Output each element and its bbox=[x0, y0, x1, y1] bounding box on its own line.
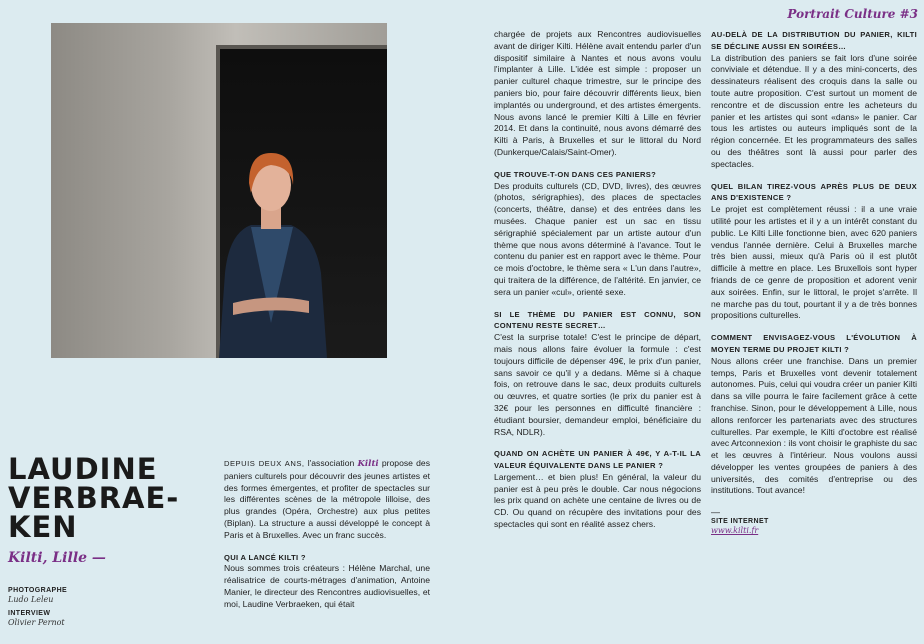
question-heading: AU-DELÀ DE LA DISTRIBUTION DU PANIER, KILTI SE DÉCLINE AUSSI EN SOIRÉES… bbox=[711, 30, 917, 51]
question-heading: COMMENT ENVISAGEZ-VOUS L'ÉVOLUTION À MOYEN TERME DU PROJET KILTI ? bbox=[711, 333, 917, 354]
question-heading: QUEL BILAN TIREZ-VOUS APRÈS PLUS DE DEUX ANS D'EXISTENCE ? bbox=[711, 181, 917, 203]
answer-paragraph: La distribution des paniers se fait lors d'une soirée conviviale et détendue. Il y a des mini-concerts, des dessinateurs réalisent des croquis dans la salle ou toute autre proposition. C'est surtout un moment de rencontre et de discussion entre les acheteurs du panier et les artistes qui sont «dans» le panier. Car tous les artistes ou auteurs impliqués sont de la région concernée. Et les programmateurs des salles ou des théâtres sont là aussi pour parler des spectacles. bbox=[711, 52, 917, 169]
article-subtitle: Kilti, Lille — bbox=[8, 550, 106, 566]
title-line: LAUDINE bbox=[8, 452, 158, 486]
portrait-photo bbox=[51, 23, 387, 358]
answer-paragraph: Nous sommes trois créateurs : Hélène Marchal, une réalisatrice de courts-métrages d'animation, Antoine Manier, le directeur des Rencontres audiovisuelles, et moi, Laudine Verbraeken, qui était bbox=[224, 563, 430, 609]
interview-credit-label: INTERVIEW bbox=[8, 610, 51, 617]
answer-paragraph: Largement… et bien plus! En général, la valeur du panier est à peu près le double. Car nous négocions les prix quand on achète une centaine de livres ou de CD. Ou quand on récupère des invitations pour des spectacles qui sont en réalité assez chers. bbox=[494, 471, 701, 530]
answer-paragraph: Nous allons créer une franchise. Dans un premier temps, Paris et Bruxelles vont devenir totalement autonomes. Puis, celui qui voudra créer un panier Kilti dans sa ville pourra le faire facilement grâce à cette franchise. Sinon, pour le développement à Lille, nous allons renforcer les partenariats avec des structures culturelles. Par exemple, le Kilti d'octobre est réalisé avec Artconnexion : ils vont choisir le graphiste du sac et les œuvres à l'intérieur. Nous voulons aussi développer les ventes groupées de paniers à des universités, des comités d'entreprise ou des institutions. Tout avance! bbox=[711, 355, 917, 496]
question-heading: QUAND ON ACHÈTE UN PANIER À 49€, Y A-T-IL LA VALEUR ÉQUIVALENTE DANS LE PANIER ? bbox=[494, 449, 701, 471]
text-column-2 bbox=[494, 29, 701, 531]
answer-paragraph: Des produits culturels (CD, DVD, livres), des œuvres (photos, sérigraphies), des places de spectacles (concerts, théâtre, danse) et des entrées dans les musées. Chaque panier est un sac en tissu sérigraphié spécialement par un artiste autour d'un thème que nous avons déterminé à l'avance. Tout le contenu du panier est en rapport avec le thème. Pour ce mois d'octobre, le thème sera « L'un dans l'autre», qui traitera de la différence, de l'altérité. En janvier, ce sera un panier «cul», orienté sexe. bbox=[494, 180, 701, 297]
website-link[interactable]: www.kilti.fr bbox=[711, 526, 759, 536]
section-tag: Portrait Culture #3 bbox=[787, 7, 918, 21]
text-column-1 bbox=[224, 458, 430, 611]
website-label: SITE INTERNET bbox=[711, 518, 769, 526]
end-dash: — bbox=[711, 507, 720, 518]
photo-credit-name: Ludo Leleu bbox=[8, 595, 54, 604]
question-heading: QUE TROUVE-T-ON DANS CES PANIERS? bbox=[494, 169, 657, 179]
intro-paragraph: DEPUIS DEUX ANS, l'association Kilti propose des paniers culturels pour découvrir des jeunes artistes et des formes émergentes, et profiter de spectacles sur les différentes scènes de la métropole lilloise, des plus grandes (Opéra, Orchestre) aux plus petites (Biplan). La structure a aussi développé le concept à Paris et à Bruxelles. Avec un franc succès. bbox=[224, 458, 430, 540]
question-heading: QUI A LANCÉ KILTI ? bbox=[224, 552, 306, 562]
title-line: VERBRAE- bbox=[8, 481, 180, 515]
answer-paragraph: chargée de projets aux Rencontres audiovisuelles avant de diriger Kilti. Hélène avait entendu parler d'un dispositif similaire à Nantes et nous avons voulu l'implanter à Lille. L'idée est simple : proposer un panier culturel chaque trimestre, sur le principe des paniers bio, pour faire découvrir différents lieux, bien implantés ou underground, et des artistes émergents. Nous avons lancé le premier Kilti à Lille en février 2014. Et dans la continuité, nous avons démarré des Kilti à Paris, à Bruxelles et sur le littoral du Nord (Dunkerque/Calais/Saint-Omer). bbox=[494, 29, 701, 157]
portrait-figure bbox=[211, 123, 331, 358]
interview-credit-name: Olivier Pernot bbox=[8, 618, 65, 627]
answer-paragraph: Le projet est complètement réussi : il a une vraie utilité pour les artistes et il y a un intérêt constant du public. Le Kilti Lille fonctionne bien, avec 620 paniers vendus l'année dernière. Celui à Bruxelles marche très bien aussi, mieux qu'à Paris où il est plutôt difficile à mettre en place. Les Bruxellois sont hyper friands de ce genre de proposition et adorent venir aux soirées. Enfin, sur le littoral, le projet s'arrête. Il ne marche pas du tout, pourtant il y a de très bonnes propositions culturelles. bbox=[711, 204, 917, 321]
answer-paragraph: C'est la surprise totale! C'est le principe de départ, mais nous allons faire évoluer la formule : c'est toujours difficile de dépenser 49€, le prix d'un panier, sans savoir ce qu'il y a dedans. Même si à chaque fois, on retrouve dans le sac, deux produits culturels ou œuvres, et quatre sorties (le prix du panier est à 32€ pour les personnes en difficulté financière : étudiant boursier, demandeur emploi, bénéficiaire du RSA, NDLR). bbox=[494, 332, 701, 437]
title-line: KEN bbox=[8, 510, 78, 544]
kilti-logo: Kilti bbox=[357, 459, 379, 469]
credits bbox=[8, 586, 67, 627]
article-title bbox=[8, 452, 180, 544]
text-column-3 bbox=[711, 29, 917, 536]
question-heading: SI LE THÈME DU PANIER EST CONNU, SON CONTENU RESTE SECRET… bbox=[494, 309, 701, 331]
photo-credit-label: PHOTOGRAPHE bbox=[8, 587, 68, 594]
